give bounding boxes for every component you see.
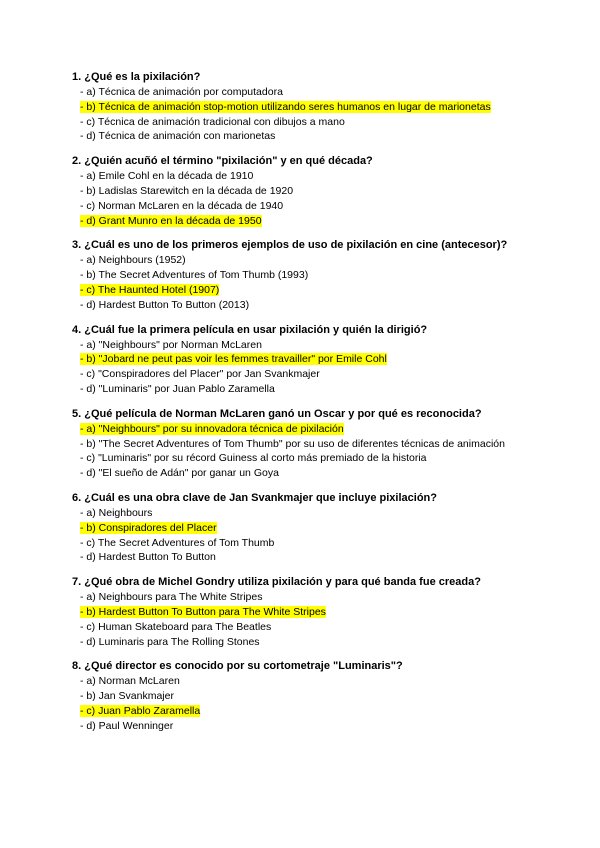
question-3-option-b — [72, 268, 532, 283]
question-1 — [72, 70, 532, 144]
answer-option-text: - b) "Jobard ne peut pas voir les femmes travailler" por Emile Cohl — [80, 353, 387, 366]
question-1-option-a — [72, 85, 532, 100]
answer-option-text: - a) Norman McLaren — [80, 675, 180, 688]
option-list — [72, 253, 532, 312]
option-list — [72, 674, 532, 733]
answer-option-text: - a) Neighbours (1952) — [80, 254, 186, 267]
quiz-document — [72, 70, 532, 744]
question-title: 7. ¿Qué obra de Michel Gondry utiliza pixilación y para qué banda fue creada? — [72, 576, 481, 589]
question-2-option-a — [72, 169, 532, 184]
answer-option-text: - d) Luminaris para The Rolling Stones — [80, 635, 260, 648]
question-7 — [72, 575, 532, 649]
question-3 — [72, 238, 532, 312]
question-7-option-d — [72, 635, 532, 650]
question-5-option-b — [72, 437, 532, 452]
question-title: 5. ¿Qué película de Norman McLaren ganó un Oscar y por qué es reconocida? — [72, 407, 482, 420]
answer-option-text: - d) Técnica de animación con marionetas — [80, 130, 276, 143]
question-1-option-d — [72, 129, 532, 144]
option-list — [72, 169, 532, 228]
question-4-option-c — [72, 367, 532, 382]
option-list — [72, 590, 532, 649]
question-title: 6. ¿Cuál es una obra clave de Jan Svankmajer que incluye pixilación? — [72, 491, 437, 504]
question-2 — [72, 154, 532, 228]
question-1-option-c — [72, 115, 532, 130]
question-3-option-d — [72, 298, 532, 313]
question-3-option-c-correct — [72, 283, 532, 298]
answer-option-text: - d) Hardest Button To Button — [80, 551, 216, 564]
answer-option-text: - c) "Luminaris" por su récord Guiness al corto más premiado de la historia — [80, 452, 427, 465]
question-title: 4. ¿Cuál fue la primera película en usar pixilación y quién la dirigió? — [72, 323, 428, 336]
answer-option-text: - b) Ladislas Starewitch en la década de 1920 — [80, 184, 294, 197]
answer-option-text: - a) "Neighbours" por su innovadora técnica de pixilación — [80, 422, 344, 435]
answer-option-text: - d) "El sueño de Adán" por ganar un Goya — [80, 467, 279, 480]
answer-option-text: - b) Técnica de animación stop-motion utilizando seres humanos en lugar de marionetas — [80, 100, 491, 113]
answer-option-text: - d) Grant Munro en la década de 1950 — [80, 214, 262, 227]
answer-option-text: - b) Jan Svankmajer — [80, 690, 174, 703]
question-6-option-c — [72, 536, 532, 551]
answer-option-text: - d) Paul Wenninger — [80, 719, 174, 732]
question-5-option-c — [72, 451, 532, 466]
answer-option-text: - a) "Neighbours" por Norman McLaren — [80, 338, 262, 351]
question-4-option-d — [72, 382, 532, 397]
answer-option-text: - c) Norman McLaren en la década de 1940 — [80, 199, 284, 212]
answer-option-text: - a) Neighbours — [80, 506, 153, 519]
question-8 — [72, 659, 532, 733]
answer-option-text: - c) The Haunted Hotel (1907) — [80, 283, 220, 296]
question-1-option-b-correct — [72, 100, 532, 115]
question-6-option-b-correct — [72, 521, 532, 536]
question-5-option-d — [72, 466, 532, 481]
option-list — [72, 422, 532, 481]
question-5 — [72, 407, 532, 481]
answer-option-text: - d) "Luminaris" por Juan Pablo Zaramella — [80, 382, 275, 395]
answer-option-text: - a) Técnica de animación por computadora — [80, 86, 283, 98]
answer-option-text: - b) Hardest Button To Button para The White Stripes — [80, 605, 326, 618]
question-title: 1. ¿Qué es la pixilación? — [72, 71, 201, 83]
question-8-option-c-correct — [72, 704, 532, 719]
answer-option-text: - a) Emile Cohl en la década de 1910 — [80, 170, 254, 183]
question-3-option-a — [72, 253, 532, 268]
answer-option-text: - c) The Secret Adventures of Tom Thumb — [80, 536, 275, 549]
answer-option-text: - c) Human Skateboard para The Beatles — [80, 620, 272, 633]
question-title: 2. ¿Quién acuñó el término "pixilación" y en qué década? — [72, 155, 373, 168]
question-4-option-b-correct — [72, 352, 532, 367]
question-title: 3. ¿Cuál es uno de los primeros ejemplos de uso de pixilación en cine (antecesor)? — [72, 239, 508, 252]
option-list — [72, 85, 532, 144]
question-6 — [72, 491, 532, 565]
option-list — [72, 338, 532, 397]
answer-option-text: - b) The Secret Adventures of Tom Thumb (1993) — [80, 269, 309, 282]
answer-option-text: - d) Hardest Button To Button (2013) — [80, 298, 250, 311]
question-7-option-b-correct — [72, 605, 532, 620]
question-2-option-b — [72, 184, 532, 199]
answer-option-text: - c) Técnica de animación tradicional con dibujos a mano — [80, 115, 345, 128]
question-4-option-a — [72, 338, 532, 353]
question-6-option-a — [72, 506, 532, 521]
question-8-option-a — [72, 674, 532, 689]
question-7-option-a — [72, 590, 532, 605]
answer-option-text: - c) "Conspiradores del Placer" por Jan Svankmajer — [80, 368, 320, 381]
question-8-option-d — [72, 719, 532, 734]
answer-option-text: - b) Conspiradores del Placer — [80, 521, 217, 534]
answer-option-text: - b) "The Secret Adventures of Tom Thumb" por su uso de diferentes técnicas de animación — [80, 437, 505, 450]
question-8-option-b — [72, 689, 532, 704]
question-5-option-a-correct — [72, 422, 532, 437]
question-7-option-c — [72, 620, 532, 635]
question-2-option-d-correct — [72, 214, 532, 229]
question-6-option-d — [72, 550, 532, 565]
answer-option-text: - c) Juan Pablo Zaramella — [80, 704, 201, 717]
question-title: 8. ¿Qué director es conocido por su cortometraje "Luminaris"? — [72, 660, 403, 673]
question-4 — [72, 323, 532, 397]
question-2-option-c — [72, 199, 532, 214]
answer-option-text: - a) Neighbours para The White Stripes — [80, 591, 263, 604]
option-list — [72, 506, 532, 565]
